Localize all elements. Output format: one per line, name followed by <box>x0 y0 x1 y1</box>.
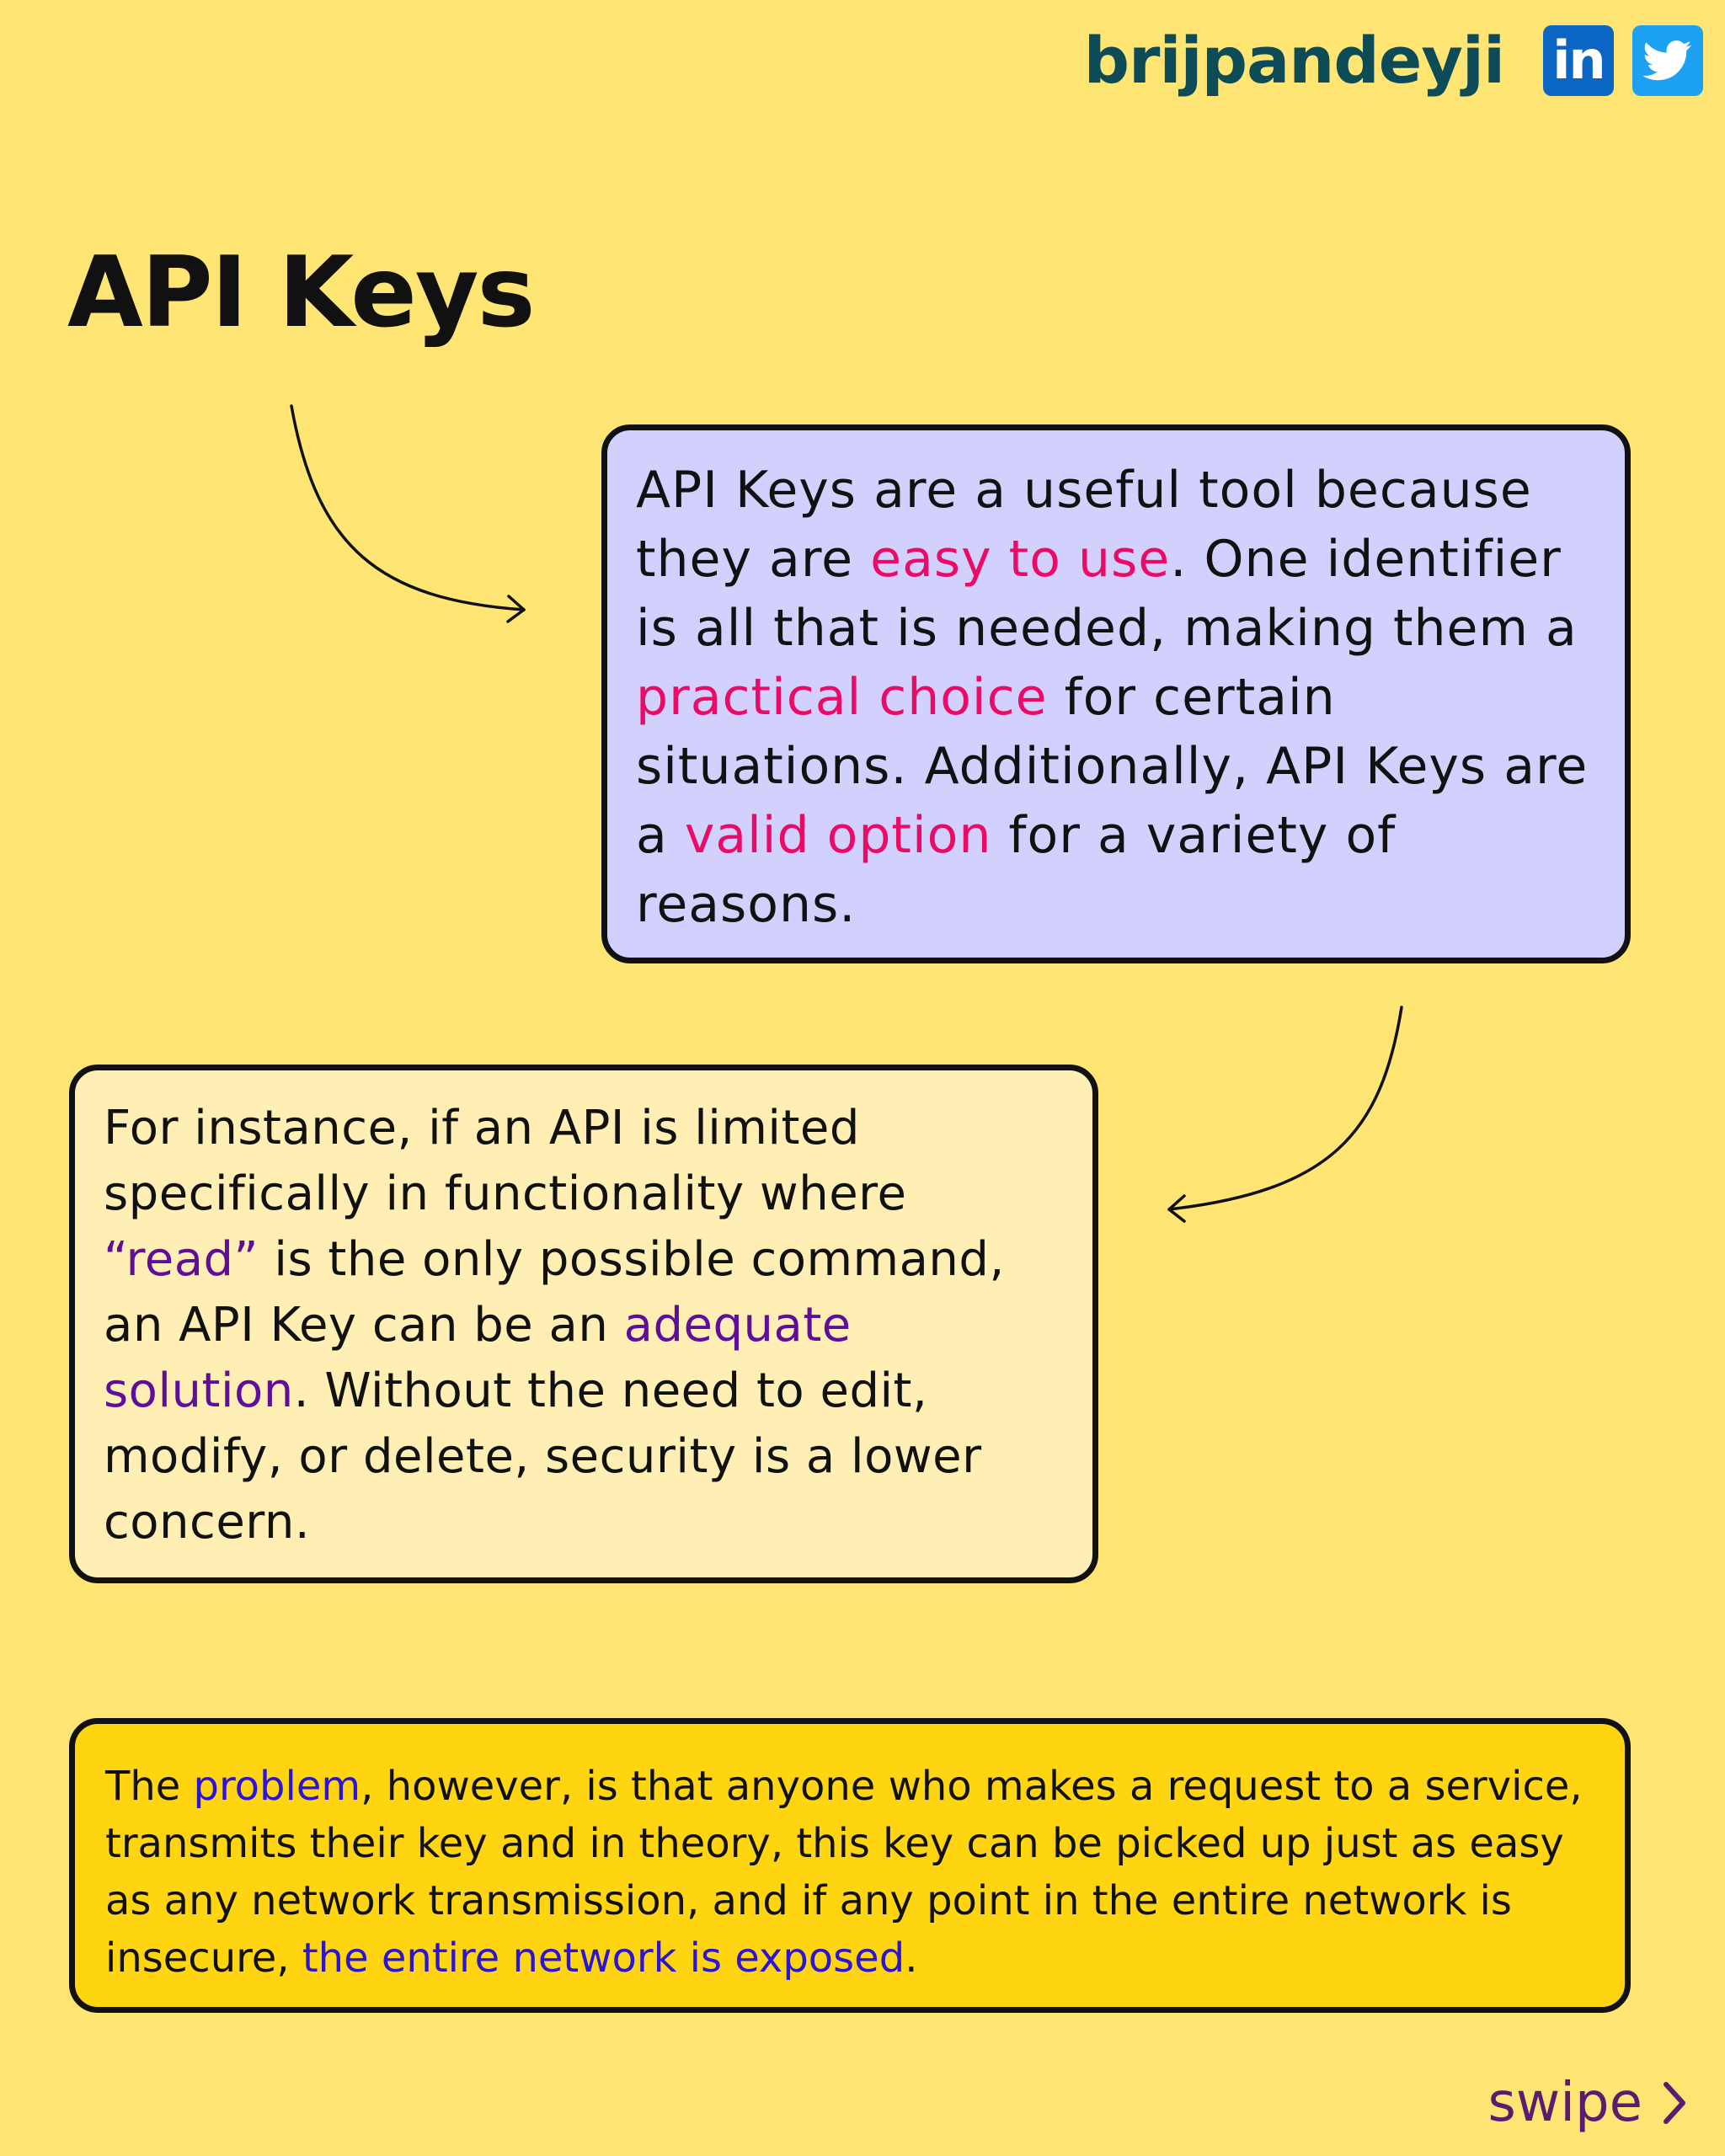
text-segment: API Keys are a useful tool because they are <box>636 461 1532 589</box>
linkedin-glyph: in <box>1552 29 1605 91</box>
highlight-valid-option: valid option <box>684 806 992 865</box>
card-read-only-example <box>69 1065 1098 1583</box>
highlight-adequate-solution: adequate solution <box>104 1298 852 1418</box>
swipe-label: swipe <box>1487 2072 1642 2134</box>
text-segment: . One identifier is all that is needed, making them a <box>636 530 1578 658</box>
highlight-problem: problem <box>193 1763 361 1810</box>
text-segment: . <box>905 1935 918 1982</box>
card-problem <box>69 1718 1631 2013</box>
text-segment: For instance, if an API is limited specifically in functionality where <box>104 1101 907 1221</box>
brand-name: brijpandeyji <box>1083 23 1504 98</box>
card-api-keys-benefits <box>601 424 1631 963</box>
text-segment: . Without the need to edit, modify, or delete, security is a lower concern. <box>104 1364 982 1550</box>
card-1-text <box>636 456 1599 939</box>
card-2-text <box>104 1096 1067 1556</box>
swipe-button[interactable] <box>1488 2072 1691 2134</box>
highlight-easy-to-use: easy to use <box>870 530 1171 589</box>
highlight-network-exposed: the entire network is exposed <box>302 1935 905 1982</box>
text-segment: is the only possible command, an API Key can be an <box>104 1232 1005 1353</box>
highlight-practical-choice: practical choice <box>636 668 1048 727</box>
chevron-right-icon <box>1658 2078 1691 2128</box>
text-segment: , however, is that anyone who makes a request to a service, transmits their key and in theory, this key can be picked up just as easy as any network transmission, and if any point in the entire network is insecure, <box>105 1763 1583 1982</box>
page-title: API Keys <box>67 236 534 350</box>
text-segment: The <box>105 1763 194 1810</box>
text-segment: for a variety of reasons. <box>636 806 1397 934</box>
highlight-read: “read” <box>104 1232 259 1287</box>
text-segment: for certain situations. Additionally, API Keys are a <box>636 668 1589 865</box>
card-3-text <box>105 1758 1599 1987</box>
